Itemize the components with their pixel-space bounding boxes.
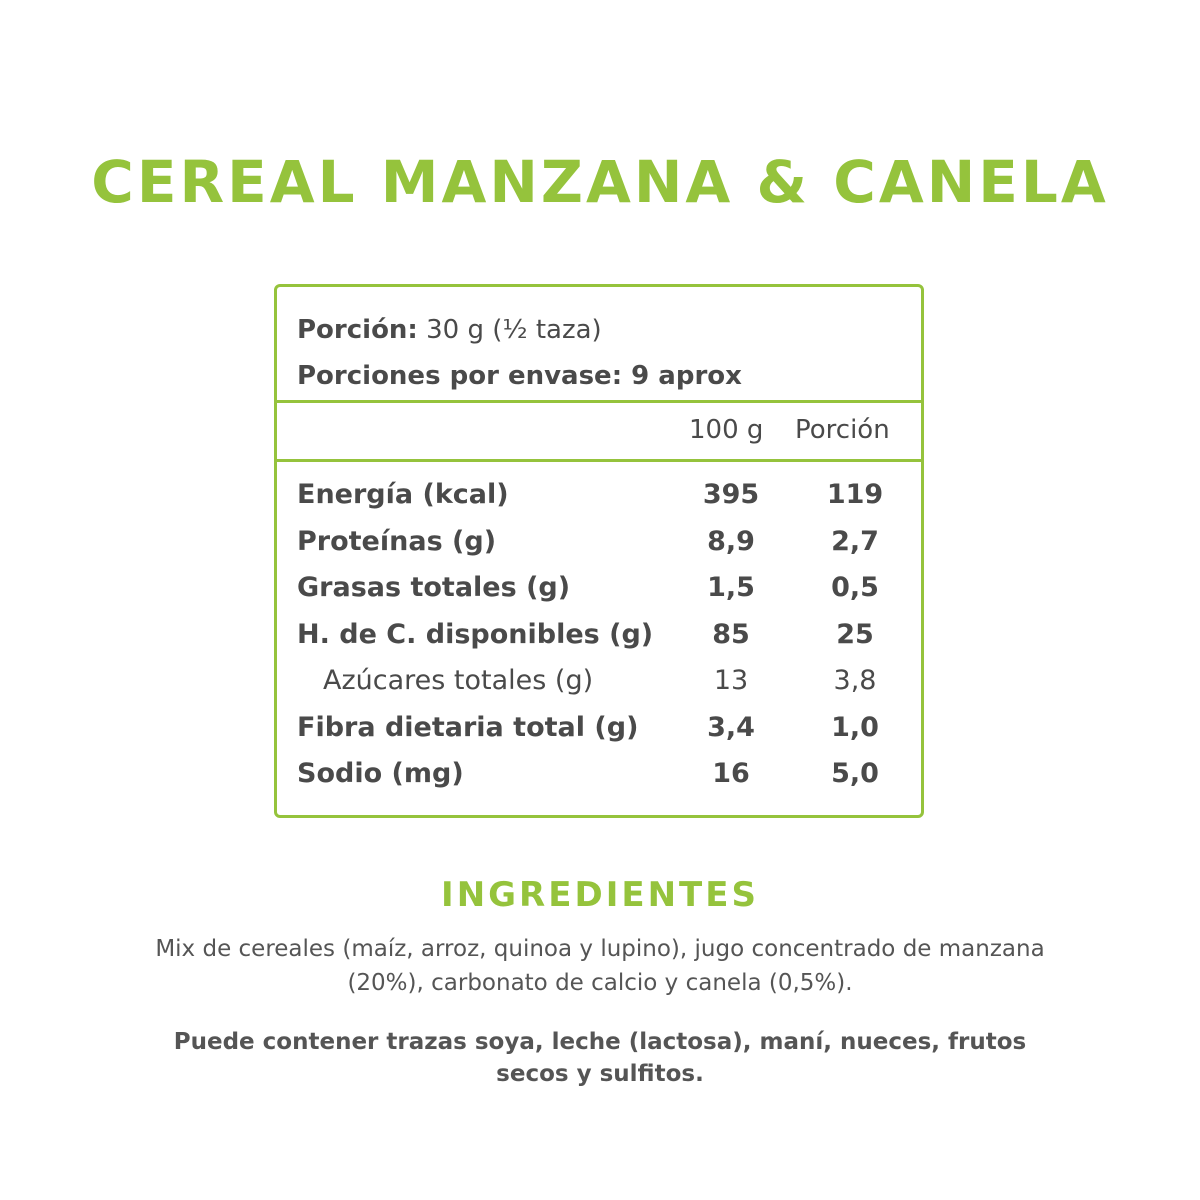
divider-bottom — [277, 459, 921, 462]
nutrient-value-portion: 119 — [826, 479, 884, 510]
nutrient-value-100g: 85 — [712, 618, 750, 650]
nutrient-name: Azúcares totales (g) — [323, 665, 594, 696]
serving-size-label: Porción: — [297, 315, 418, 345]
nutrient-name: Proteínas (g) — [297, 525, 497, 557]
nutrient-value-portion: 2,7 — [831, 525, 879, 557]
nutrient-name: Fibra dietaria total (g) — [297, 711, 639, 743]
nutrient-value-portion: 3,8 — [833, 665, 877, 696]
nutrient-value-100g: 1,5 — [707, 572, 755, 603]
nutrient-value-100g: 3,4 — [707, 711, 755, 743]
nutrient-name: Grasas totales (g) — [297, 572, 571, 603]
nutrient-name: H. de C. disponibles (g) — [297, 618, 654, 650]
nutrient-rows — [277, 473, 921, 799]
nutrient-row-energy — [277, 473, 921, 520]
ingredients-title: INGREDIENTES — [441, 875, 759, 915]
nutrient-value-portion: 0,5 — [831, 572, 879, 603]
ingredients-text: Mix de cereales (maíz, arroz, quinoa y lupino), jugo concentrado de manzana (20%), carbonato de calcio y canela (0,5%). — [155, 936, 1045, 996]
allergen-warning: Puede contener trazas soya, leche (lactosa), maní, nueces, frutos secos y sulfitos. — [173, 1029, 1027, 1087]
serving-size-value: 30 g (½ taza) — [426, 315, 602, 345]
product-title: CEREAL MANZANA & CANELA — [91, 148, 1109, 216]
nutrient-row-protein — [277, 520, 921, 567]
nutrient-value-portion: 1,0 — [831, 711, 879, 743]
nutrient-row-sodium — [277, 752, 921, 799]
nutrient-value-100g: 13 — [713, 665, 749, 696]
nutrient-row-fiber — [277, 706, 921, 753]
nutrition-table — [274, 284, 924, 818]
serving-info — [297, 307, 742, 399]
nutrient-value-portion: 25 — [836, 618, 874, 650]
nutrient-name: Sodio (mg) — [297, 758, 464, 789]
nutrient-row-sugars — [277, 659, 921, 706]
nutrient-row-fat — [277, 566, 921, 613]
column-header-portion: Porción — [795, 415, 890, 445]
nutrient-value-100g: 395 — [702, 479, 760, 510]
column-header-100g: 100 g — [689, 415, 764, 445]
nutrient-value-100g: 16 — [712, 758, 750, 789]
nutrient-row-carbs — [277, 613, 921, 660]
serving-size — [297, 307, 742, 353]
nutrient-value-100g: 8,9 — [707, 525, 755, 557]
divider-top — [277, 400, 921, 403]
nutrient-name: Energía (kcal) — [297, 479, 509, 510]
nutrient-value-portion: 5,0 — [831, 758, 879, 789]
servings-per-pack: Porciones por envase: 9 aprox — [297, 361, 742, 391]
